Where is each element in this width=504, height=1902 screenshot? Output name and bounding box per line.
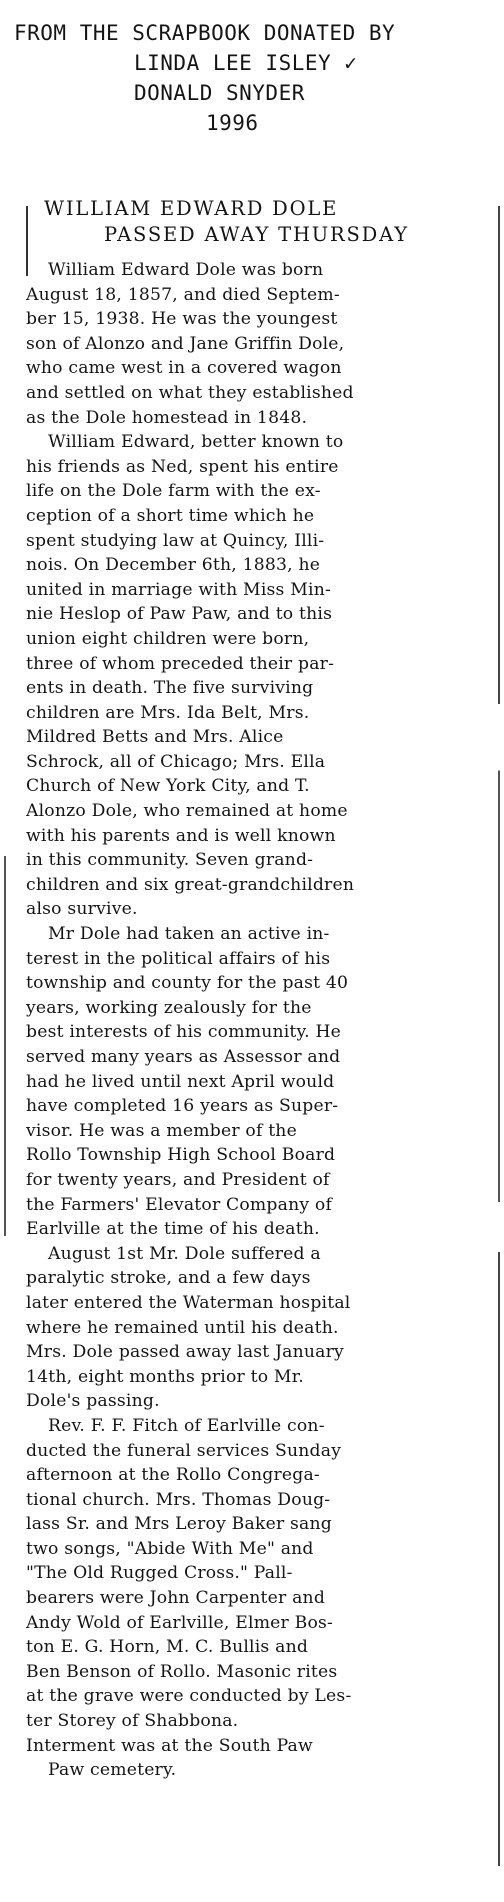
article-line: years, working zealously for the bbox=[26, 997, 312, 1018]
article-line: August 1st Mr. Dole suffered a bbox=[48, 1243, 321, 1264]
article-line: Andy Wold of Earlville, Elmer Bos- bbox=[26, 1612, 334, 1633]
article-line: Alonzo Dole, who remained at home bbox=[26, 801, 348, 822]
article-line: two songs, "Abide With Me" and bbox=[26, 1538, 314, 1559]
article-line: with his parents and is well known bbox=[26, 825, 336, 846]
article-line: union eight children were born, bbox=[26, 628, 310, 649]
clipping-right-rule bbox=[498, 206, 500, 1866]
article-line: nie Heslop of Paw Paw, and to this bbox=[26, 604, 333, 625]
article-line: children and six great-grandchildren bbox=[26, 874, 355, 895]
article-line: Schrock, all of Chicago; Mrs. Ella bbox=[26, 751, 326, 772]
article-line: served many years as Assessor and bbox=[26, 1047, 341, 1067]
article-line: Earlville at the time of his death. bbox=[26, 1219, 320, 1240]
article-line: tional church. Mrs. Thomas Doug- bbox=[26, 1489, 331, 1510]
article-line: "The Old Rugged Cross." Pall- bbox=[26, 1563, 293, 1584]
article-line: later entered the Waterman hospital bbox=[26, 1292, 351, 1313]
article-line: spent studying law at Quincy, Illi- bbox=[26, 530, 325, 551]
article-line: visor. He was a member of the bbox=[26, 1120, 297, 1141]
article-line: bearers were John Carpenter and bbox=[26, 1588, 326, 1609]
article-line: nois. On December 6th, 1883, he bbox=[26, 555, 321, 576]
article-line: who came west in a covered wagon bbox=[26, 358, 342, 379]
header-donated-by: FROM THE SCRAPBOOK DONATED BY bbox=[14, 21, 396, 45]
article-line: ducted the funeral services Sunday bbox=[26, 1440, 342, 1461]
article-line: Paw cemetery. bbox=[48, 1760, 177, 1781]
article-line: terest in the political affairs of his bbox=[26, 948, 331, 969]
newspaper-clipping bbox=[26, 196, 500, 1892]
article-line: Mr Dole had taken an active in- bbox=[48, 924, 330, 945]
header-year: 1996 bbox=[206, 111, 259, 135]
headline bbox=[26, 196, 500, 248]
article-line: ton E. G. Horn, M. C. Bullis and bbox=[26, 1637, 309, 1658]
article-line: ter Storey of Shabbona. bbox=[26, 1711, 239, 1732]
article-line: for twenty years, and President of bbox=[26, 1169, 330, 1190]
article-line: Dole's passing. bbox=[26, 1391, 160, 1412]
article-line: his friends as Ned, spent his entire bbox=[26, 456, 339, 477]
article-line: Rev. F. F. Fitch of Earlville con- bbox=[48, 1415, 325, 1436]
article-line: ents in death. The five surviving bbox=[26, 678, 314, 699]
header-donor-name: LINDA LEE ISLEY ✓ bbox=[134, 51, 358, 75]
clipping-left-rule bbox=[26, 206, 28, 276]
header-second-donor: DONALD SNYDER bbox=[134, 81, 305, 105]
article-line: children are Mrs. Ida Belt, Mrs. bbox=[26, 702, 310, 723]
article-line: three of whom preceded their par- bbox=[26, 653, 335, 674]
article-line: in this community. Seven grand- bbox=[26, 850, 314, 871]
article-line: life on the Dole farm with the ex- bbox=[26, 481, 321, 502]
article-line: paralytic stroke, and a few days bbox=[26, 1268, 311, 1289]
headline-line-2: PASSED AWAY THURSDAY bbox=[104, 223, 409, 246]
clipping-left-rule-lower bbox=[4, 856, 6, 1236]
article-line: Mrs. Dole passed away last January bbox=[26, 1342, 344, 1363]
article-line: the Farmers' Elevator Company of bbox=[26, 1194, 333, 1215]
article-line: best interests of his community. He bbox=[26, 1022, 342, 1043]
article-line: Rollo Township High School Board bbox=[26, 1145, 336, 1166]
article-line: ception of a short time which he bbox=[26, 505, 315, 526]
article-body bbox=[26, 258, 500, 1783]
article-line: at the grave were conducted by Les- bbox=[26, 1686, 352, 1707]
article-line: have completed 16 years as Super- bbox=[26, 1096, 339, 1117]
article-line: son of Alonzo and Jane Griffin Dole, bbox=[26, 333, 345, 354]
article-line: 14th, eight months prior to Mr. bbox=[26, 1366, 304, 1387]
article-line: as the Dole homestead in 1848. bbox=[26, 407, 308, 428]
article-line: ber 15, 1938. He was the youngest bbox=[26, 309, 338, 330]
article-line: William Edward Dole was born bbox=[48, 260, 324, 280]
article-line: lass Sr. and Mrs Leroy Baker sang bbox=[26, 1514, 332, 1535]
article-line: Mildred Betts and Mrs. Alice bbox=[26, 727, 284, 748]
article-line: also survive. bbox=[26, 899, 138, 920]
article-line: where he remained until his death. bbox=[26, 1317, 339, 1338]
article-line: had he lived until next April would bbox=[26, 1071, 335, 1092]
article-line: united in marriage with Miss Min- bbox=[26, 579, 331, 600]
article-line: Ben Benson of Rollo. Masonic rites bbox=[26, 1661, 338, 1682]
headline-line-1: WILLIAM EDWARD DOLE bbox=[44, 197, 339, 220]
article-line: afternoon at the Rollo Congrega- bbox=[26, 1465, 320, 1486]
scrapbook-header bbox=[0, 18, 504, 138]
article-line: and settled on what they established bbox=[26, 382, 354, 403]
article-line: township and county for the past 40 bbox=[26, 973, 349, 994]
article-line: Church of New York City, and T. bbox=[26, 776, 310, 797]
article-line: August 18, 1857, and died Septem- bbox=[26, 284, 340, 305]
article-line: Interment was at the South Paw bbox=[26, 1735, 313, 1756]
article-line: William Edward, better known to bbox=[48, 432, 344, 453]
